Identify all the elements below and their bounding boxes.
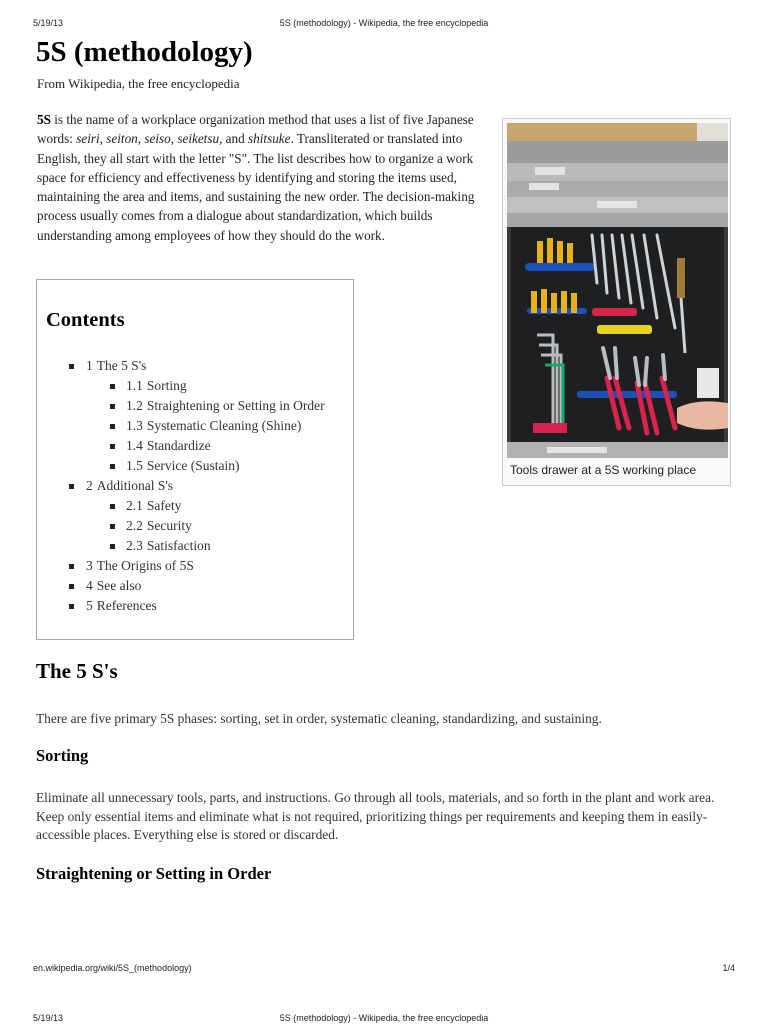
footer-url: en.wikipedia.org/wiki/5S_(methodology) — [33, 963, 192, 973]
toc-item-safety[interactable]: 2.1 Safety — [37, 496, 325, 516]
toc-item-satisfaction[interactable]: 2.3 Satisfaction — [37, 536, 325, 556]
word-seiri[interactable]: seiri — [76, 131, 100, 147]
footer-page-number: 1/4 — [722, 963, 735, 973]
next-page-date: 5/19/13 — [33, 1013, 64, 1023]
tagline: From Wikipedia, the free encyclopedia — [37, 76, 240, 91]
intro-paragraph: 5S is the name of a workplace organization method that uses a list of five Japanese words: seiri, seiton, seiso, seiketsu, and shitsuke. Transliterated or translated into English, they all start with the letter "S". The list describes how to organize a work space for efficiency and effectiveness by identifying and storing the items used, maintaining the area and items, and sustaining the new order. The decision-making process usually comes from a dialogue about standardization, which builds understanding among employees of how they should do the work. — [37, 112, 475, 243]
toc-item-see-also[interactable]: 4 See also — [37, 576, 325, 596]
intro-bold-term: 5S — [37, 112, 51, 127]
word-seiso[interactable]: seiso — [144, 131, 171, 147]
sorting-paragraph: Eliminate all unnecessary tools, parts, and instructions. Go through all tools, materials, and so forth in the plant and work area. Keep only essential items and eliminate what is not required, prioritizing things per requirements and keeping them in easily-accessible places. Everything else is stored or discarded. — [36, 790, 715, 843]
toc-item-additional-ss[interactable]: 2 Additional S's — [37, 476, 325, 496]
print-title: 5S (methodology) - Wikipedia, the free encyclopedia — [279, 18, 489, 28]
table-of-contents — [36, 279, 354, 640]
section-paragraph: There are five primary 5S phases: sorting, set in order, systematic cleaning, standardizing, and sustaining. — [36, 711, 602, 726]
next-page-title: 5S (methodology) - Wikipedia, the free encyclopedia — [279, 1013, 489, 1023]
figure-caption: Tools drawer at a 5S working place — [510, 463, 697, 477]
word-shitsuke[interactable]: shitsuke — [248, 131, 291, 147]
tools-drawer-image[interactable] — [507, 123, 728, 458]
toc-item-service[interactable]: 1.5 Service (Sustain) — [37, 456, 325, 476]
subsection-heading-sorting: Sorting — [36, 746, 89, 765]
toc-item-origins[interactable]: 3 The Origins of 5S — [37, 556, 325, 576]
toc-item-references[interactable]: 5 References — [37, 596, 325, 616]
tools-drawer-illustration — [507, 123, 728, 458]
toc-list — [37, 356, 325, 616]
section-heading-the-5-ss: The 5 S's — [36, 659, 118, 683]
print-date: 5/19/13 — [33, 18, 64, 28]
toc-title: Contents — [46, 309, 125, 331]
toc-item-straightening[interactable]: 1.2 Straightening or Setting in Order — [37, 396, 325, 416]
word-seiketsu[interactable]: seiketsu — [177, 131, 220, 147]
toc-item-security[interactable]: 2.2 Security — [37, 516, 325, 536]
word-seiton[interactable]: seiton — [106, 131, 138, 147]
figure-thumbnail — [502, 118, 731, 486]
toc-item-the-5-ss[interactable]: 1 The 5 S's — [37, 356, 325, 376]
subsection-heading-straightening: Straightening or Setting in Order — [36, 864, 272, 883]
toc-item-sorting[interactable]: 1.1 Sorting — [37, 376, 325, 396]
toc-item-standardize[interactable]: 1.4 Standardize — [37, 436, 325, 456]
toc-item-systematic-cleaning[interactable]: 1.3 Systematic Cleaning (Shine) — [37, 416, 325, 436]
page-title: 5S (methodology) — [36, 36, 253, 68]
